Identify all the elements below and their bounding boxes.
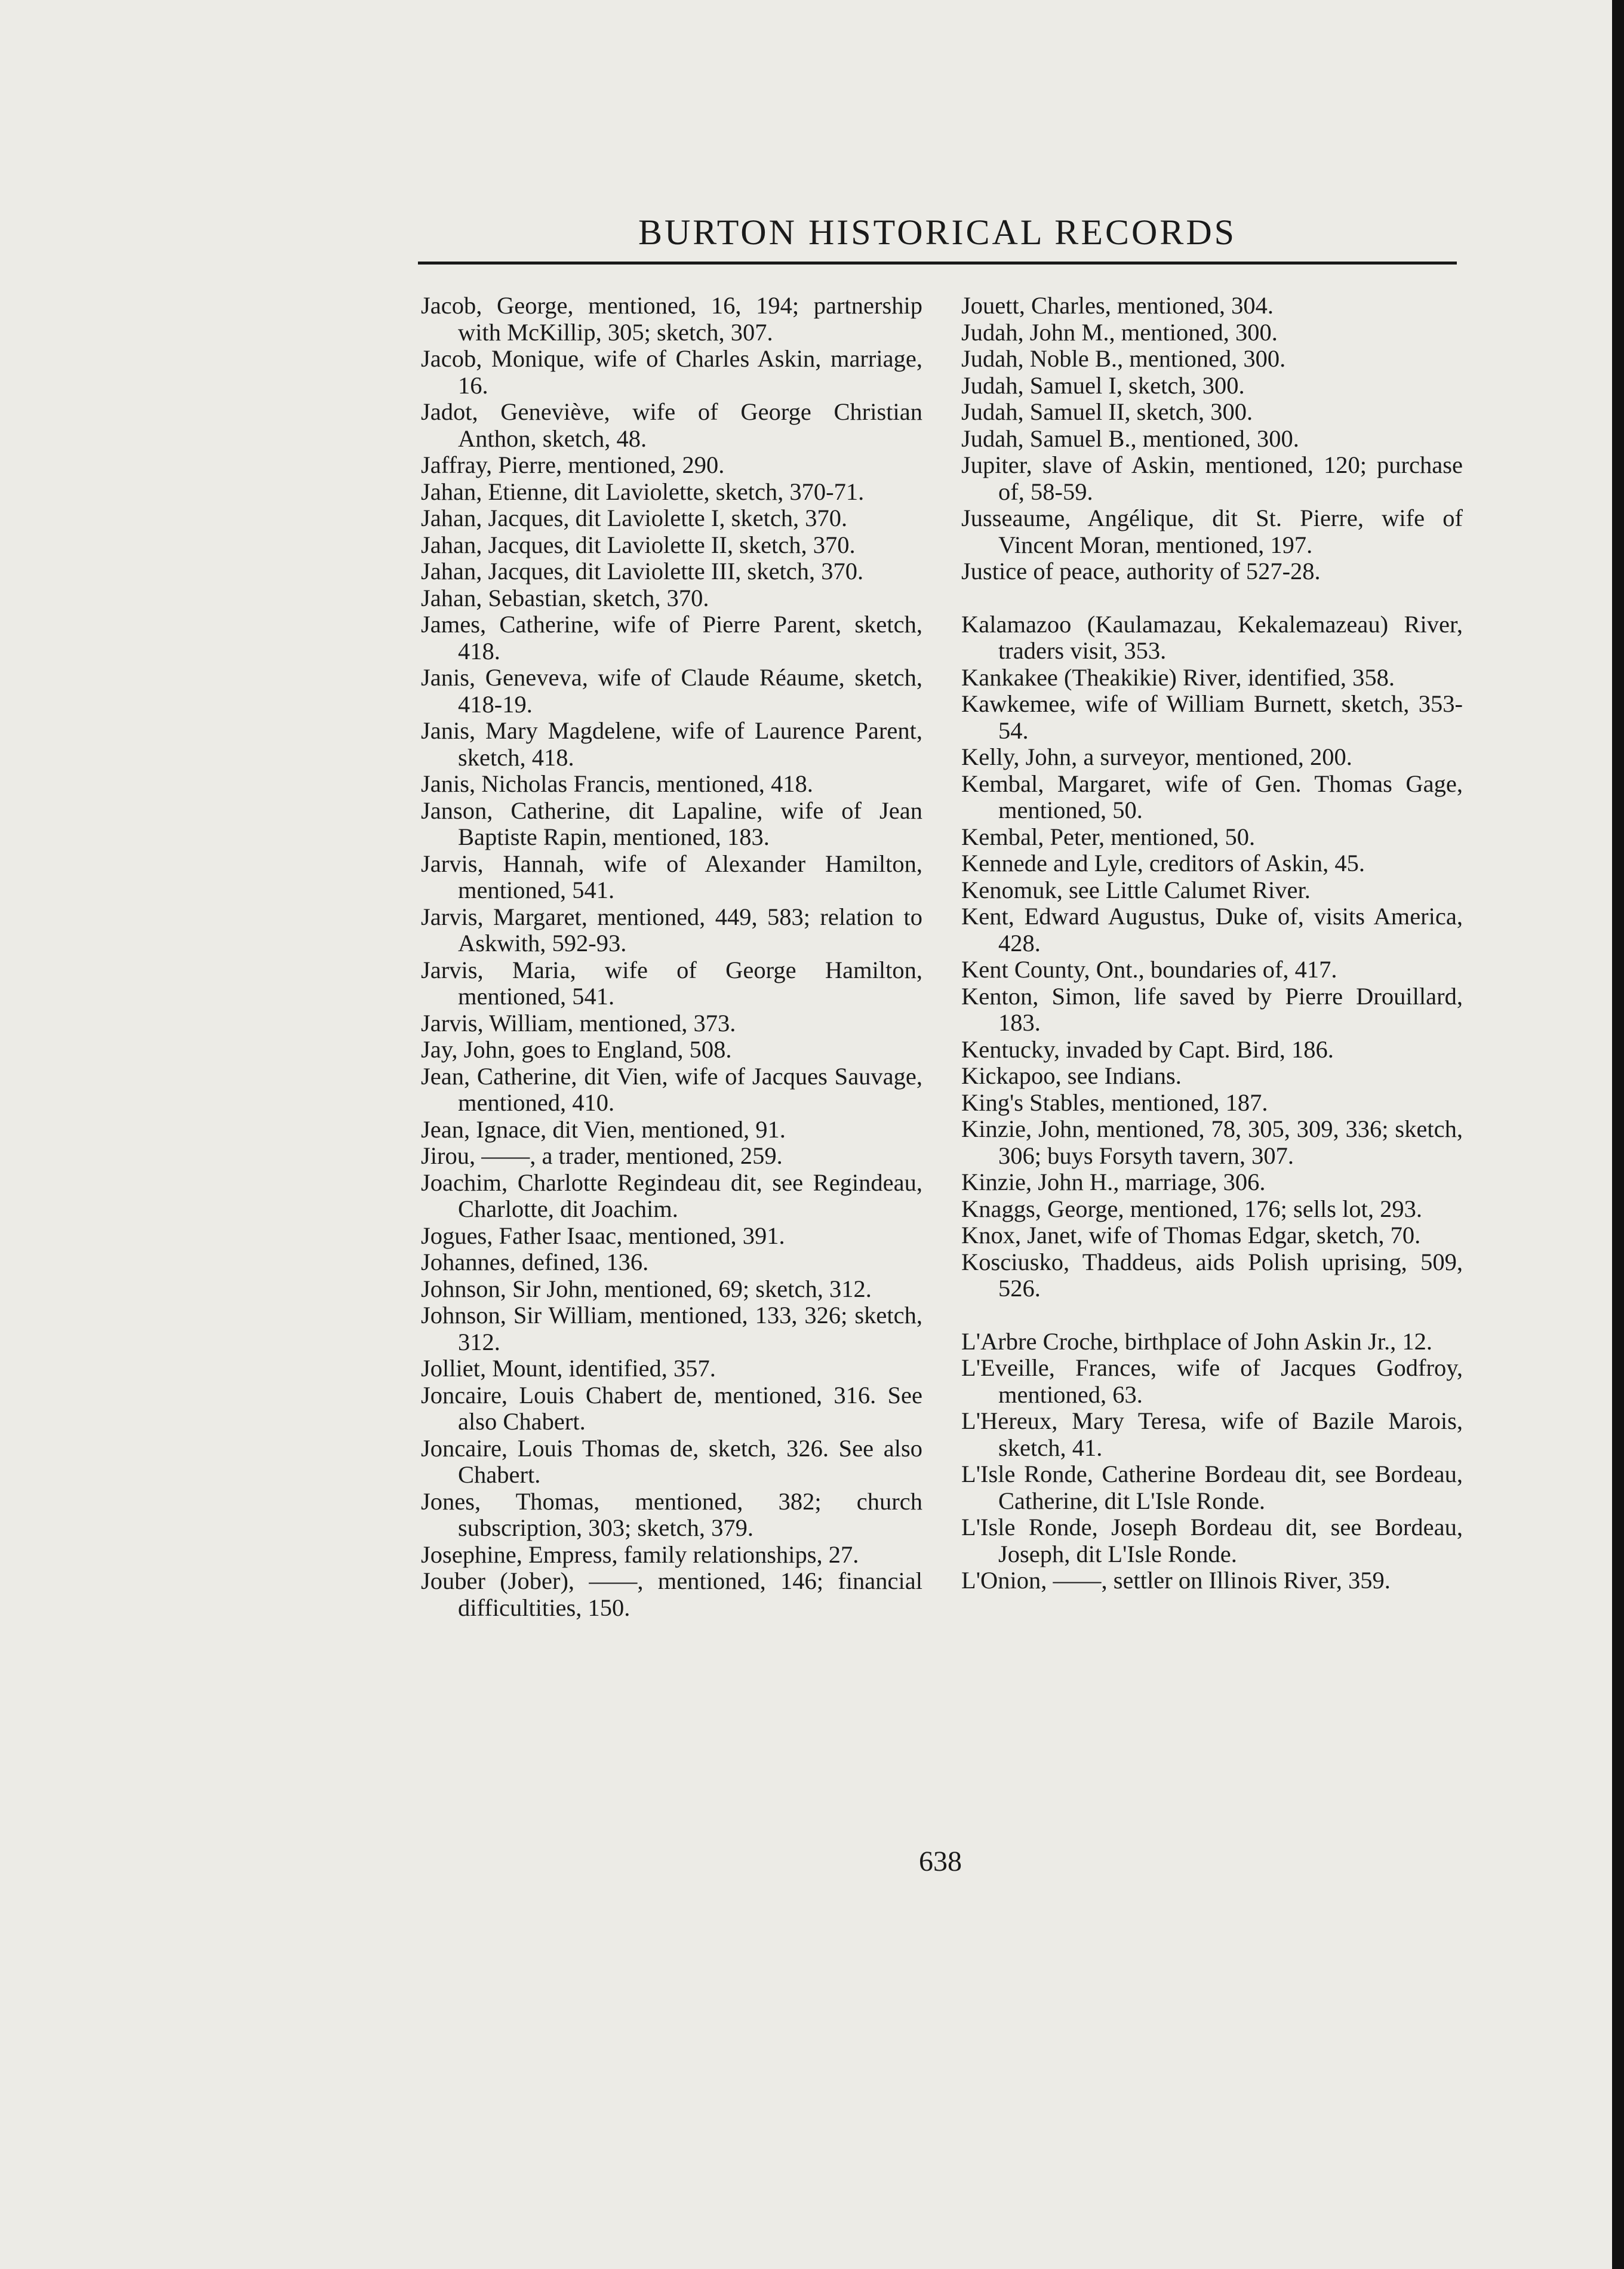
index-entry: Josephine, Empress, family relationships, 27. xyxy=(421,1541,859,1568)
index-entry: Kankakee (Theakikie) River, identified, 358. xyxy=(961,663,1395,691)
index-entry: Judah, Samuel B., mentioned, 300. xyxy=(961,425,1299,452)
index-entry: Kalamazoo (Kaulamazau, Kekalemazeau) River, traders visit, 353. xyxy=(961,610,1463,664)
index-entry: L'Isle Ronde, Catherine Bordeau dit, see Bordeau, Catherine, dit L'Isle Ronde. xyxy=(961,1461,1463,1514)
index-entry: Kosciusko, Thaddeus, aids Polish uprising, 509, 526. xyxy=(961,1248,1463,1302)
index-entry: Judah, Noble B., mentioned, 300. xyxy=(961,345,1286,372)
index-entry: L'Hereux, Mary Teresa, wife of Bazile Marois, sketch, 41. xyxy=(961,1407,1463,1461)
index-entry: L'Onion, ——, settler on Illinois River, 359. xyxy=(961,1567,1391,1594)
index-entry: L'Arbre Croche, birthplace of John Askin Jr., 12. xyxy=(961,1327,1433,1355)
index-entry: Jouber (Jober), ——, mentioned, 146; financial difficultities, 150. xyxy=(421,1567,922,1621)
section-gap xyxy=(961,585,1463,611)
index-entry: Justice of peace, authority of 527-28. xyxy=(961,558,1321,585)
index-entry: Jupiter, slave of Askin, mentioned, 120; purchase of, 58-59. xyxy=(961,451,1463,505)
index-entry: Jolliet, Mount, identified, 357. xyxy=(421,1355,716,1382)
index-entry: L'Isle Ronde, Joseph Bordeau dit, see Bordeau, Joseph, dit L'Isle Ronde. xyxy=(961,1514,1463,1567)
index-entry: Kembal, Margaret, wife of Gen. Thomas Gage, mentioned, 50. xyxy=(961,770,1463,823)
index-entry: Kawkemee, wife of William Burnett, sketch, 353-54. xyxy=(961,690,1463,744)
index-entry: Janson, Catherine, dit Lapaline, wife of Jean Baptiste Rapin, mentioned, 183. xyxy=(421,797,922,850)
scan-edge xyxy=(1612,0,1624,2269)
index-entry: L'Eveille, Frances, wife of Jacques Godfroy, mentioned, 63. xyxy=(961,1354,1463,1408)
running-head: BURTON HISTORICAL RECORDS xyxy=(638,213,1237,252)
index-entry: Judah, Samuel II, sketch, 300. xyxy=(961,398,1253,425)
index-entry: Judah, John M., mentioned, 300. xyxy=(961,318,1278,346)
index-entry: Kinzie, John, mentioned, 78, 305, 309, 336; sketch, 306; buys Forsyth tavern, 307. xyxy=(961,1115,1463,1169)
index-column-left xyxy=(421,293,922,1621)
index-entry: Jusseaume, Angélique, dit St. Pierre, wife of Vincent Moran, mentioned, 197. xyxy=(961,505,1463,558)
index-entry: Jarvis, William, mentioned, 373. xyxy=(421,1009,736,1037)
index-entry: Jahan, Sebastian, sketch, 370. xyxy=(421,584,709,611)
index-entry: Jarvis, Maria, wife of George Hamilton, mentioned, 541. xyxy=(421,956,922,1010)
index-entry: Judah, Samuel I, sketch, 300. xyxy=(961,371,1245,399)
index-entry: Johnson, Sir William, mentioned, 133, 326; sketch, 312. xyxy=(421,1302,922,1355)
index-entry: Jogues, Father Isaac, mentioned, 391. xyxy=(421,1222,785,1249)
index-entry: Jouett, Charles, mentioned, 304. xyxy=(961,292,1274,319)
index-entry: Janis, Nicholas Francis, mentioned, 418. xyxy=(421,770,813,797)
index-entry: Kickapoo, see Indians. xyxy=(961,1062,1182,1089)
index-entry: James, Catherine, wife of Pierre Parent, sketch, 418. xyxy=(421,611,922,665)
index-entry: Knaggs, George, mentioned, 176; sells lot, 293. xyxy=(961,1195,1423,1222)
index-column-right xyxy=(961,293,1463,1594)
index-entry: Jarvis, Hannah, wife of Alexander Hamilton, mentioned, 541. xyxy=(421,850,922,903)
index-entry: Kembal, Peter, mentioned, 50. xyxy=(961,823,1256,850)
section-gap xyxy=(961,1302,1463,1329)
index-entry: Jahan, Jacques, dit Laviolette II, sketch, 370. xyxy=(421,531,856,558)
index-entry: Janis, Geneveva, wife of Claude Réaume, sketch, 418-19. xyxy=(421,664,922,718)
index-entry: Joncaire, Louis Chabert de, mentioned, 316. See also Chabert. xyxy=(421,1381,922,1435)
index-entry: Johnson, Sir John, mentioned, 69; sketch, 312. xyxy=(421,1275,872,1302)
index-entry: Jahan, Jacques, dit Laviolette I, sketch, 370. xyxy=(421,505,848,531)
index-entry: Jaffray, Pierre, mentioned, 290. xyxy=(421,451,725,478)
index-entry: Jean, Catherine, dit Vien, wife of Jacques Sauvage, mentioned, 410. xyxy=(421,1062,922,1116)
index-entry: Jadot, Geneviève, wife of George Christian Anthon, sketch, 48. xyxy=(421,398,922,452)
index-entry: King's Stables, mentioned, 187. xyxy=(961,1089,1268,1116)
index-entry: Knox, Janet, wife of Thomas Edgar, sketch, 70. xyxy=(961,1222,1421,1249)
index-entry: Jean, Ignace, dit Vien, mentioned, 91. xyxy=(421,1115,786,1143)
index-entry: Jarvis, Margaret, mentioned, 449, 583; relation to Askwith, 592-93. xyxy=(421,903,922,957)
index-entry: Jay, John, goes to England, 508. xyxy=(421,1036,732,1063)
index-entry: Johannes, defined, 136. xyxy=(421,1249,649,1275)
index-entry: Joncaire, Louis Thomas de, sketch, 326. See also Chabert. xyxy=(421,1434,922,1488)
index-entry: Jahan, Jacques, dit Laviolette III, sketch, 370. xyxy=(421,558,864,585)
page-number: 638 xyxy=(919,1846,962,1877)
index-entry: Kenton, Simon, life saved by Pierre Drouillard, 183. xyxy=(961,982,1463,1036)
index-entry: Kinzie, John H., marriage, 306. xyxy=(961,1169,1266,1195)
index-entry: Jones, Thomas, mentioned, 382; church subscription, 303; sketch, 379. xyxy=(421,1487,922,1541)
index-entry: Kennede and Lyle, creditors of Askin, 45. xyxy=(961,850,1365,877)
header-rule xyxy=(418,262,1457,265)
index-entry: Kent, Edward Augustus, Duke of, visits America, 428. xyxy=(961,903,1463,957)
index-entry: Jacob, George, mentioned, 16, 194; partnership with McKillip, 305; sketch, 307. xyxy=(421,292,922,346)
index-entry: Janis, Mary Magdelene, wife of Laurence Parent, sketch, 418. xyxy=(421,717,922,771)
index-entry: Jahan, Etienne, dit Laviolette, sketch, 370-71. xyxy=(421,478,865,505)
index-entry: Kentucky, invaded by Capt. Bird, 186. xyxy=(961,1035,1334,1063)
index-entry: Kent County, Ont., boundaries of, 417. xyxy=(961,956,1337,983)
index-entry: Kelly, John, a surveyor, mentioned, 200. xyxy=(961,743,1352,770)
index-entry: Kenomuk, see Little Calumet River. xyxy=(961,876,1311,903)
index-entry: Joachim, Charlotte Regindeau dit, see Regindeau, Charlotte, dit Joachim. xyxy=(421,1169,922,1222)
index-entry: Jirou, ——, a trader, mentioned, 259. xyxy=(421,1142,783,1169)
index-entry: Jacob, Monique, wife of Charles Askin, marriage, 16. xyxy=(421,345,922,399)
